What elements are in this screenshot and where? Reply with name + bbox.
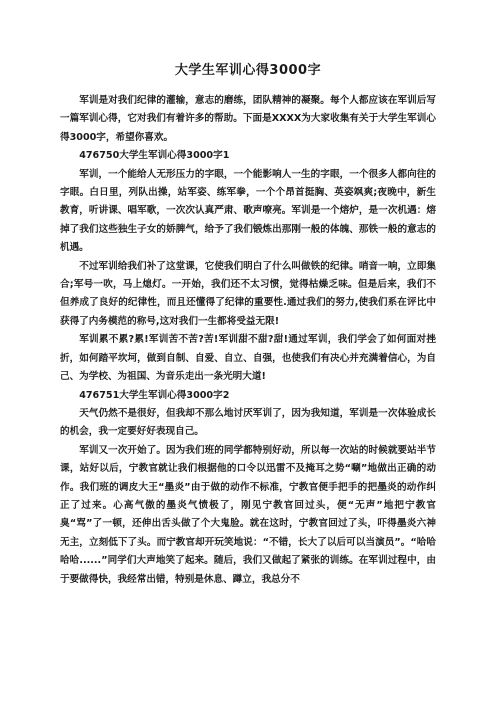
paragraph: 军训是对我们纪律的灌输，意志的磨练，团队精神的凝聚。每个人都应该在军训后写一篇军训心得，它对我们有着许多的帮助。下面是XXXX为大家收集有关于大学生军训心得3000字，希望你喜欢。 [60, 95, 436, 143]
section-heading: 476750大学生军训心得3000字1 [79, 150, 230, 162]
section-heading: 476751大学生军训心得3000字2 [79, 389, 230, 401]
paragraph: 军训累不累?累!军训苦不苦?苦!军训甜不甜?甜!通过军训，我们学会了如何面对挫折，如何踏平坎坷，做到自制、自爱、自立、自强，也使我们有决心并充满着信心，为自己、为学校、为祖国、为音乐走出一条光明大道! [60, 334, 436, 383]
paragraph: 不过军训给我们补了这堂课，它使我们明白了什么叫做铁的纪律。哨音一响，立即集合;军号一吹，马上熄灯。一开始，我们还不太习惯，觉得枯燥乏味。但是后来，我们不但养成了良好的纪律性，而且还懂得了纪律的重要性.通过我们的努力,使我们系在评比中获得了内务模范的称号,这对我们一生都将受益无限! [60, 260, 436, 327]
paragraph: 军训又一次开始了。因为我们班的同学都特别好动，所以每一次站的时候就要站半节课，站好以后，宁教官就让我们根据他的口令以迅雷不及掩耳之势“唰”地做出正确的动作。我们班的调皮大王“墨炎”由于做的动作不标准，宁教官便手把手的把墨炎的动作纠正了过来。心高气傲的墨炎气愤极了，刚见宁教官回过头，便“无声”地把宁教官臭“骂”了一顿，还伸出舌头做了个大鬼脸。就在这时，宁教官回过了头，吓得墨炎六神无主，立刻低下了头。而宁教官却开玩笑地说：“不错，长大了以后可以当演员”。“哈哈哈哈......”同学们大声地笑了起来。随后，我们又做起了紧张的训练。在军训过程中，由于要做得快，我经常出错，特别是休息、蹲立，我总分不 [60, 444, 436, 585]
paragraph: 军训，一个能给人无形压力的字眼，一个能影响人一生的字眼，一个很多人都向往的字眼。白日里，列队出操，站军姿、练军拳，一个个昂首挺胸、英姿飒爽;夜晚中，新生教育，听讲课、唱军歌，一次次认真严肃、歌声嘹亮。军训是一个熔炉，是一次机遇：熔掉了我们这些独生子女的娇脾气，给予了我们锻炼出那刚一般的体魄、那铁一般的意志的机遇。 [60, 168, 436, 254]
paragraph: 天气仍然不是很好，但我却不那么地讨厌军训了，因为我知道，军训是一次体验成长的机会，我一定要好好表现自己。 [60, 407, 436, 438]
document-title: 大学生军训心得3000字 [174, 63, 322, 78]
document-body [60, 92, 436, 589]
